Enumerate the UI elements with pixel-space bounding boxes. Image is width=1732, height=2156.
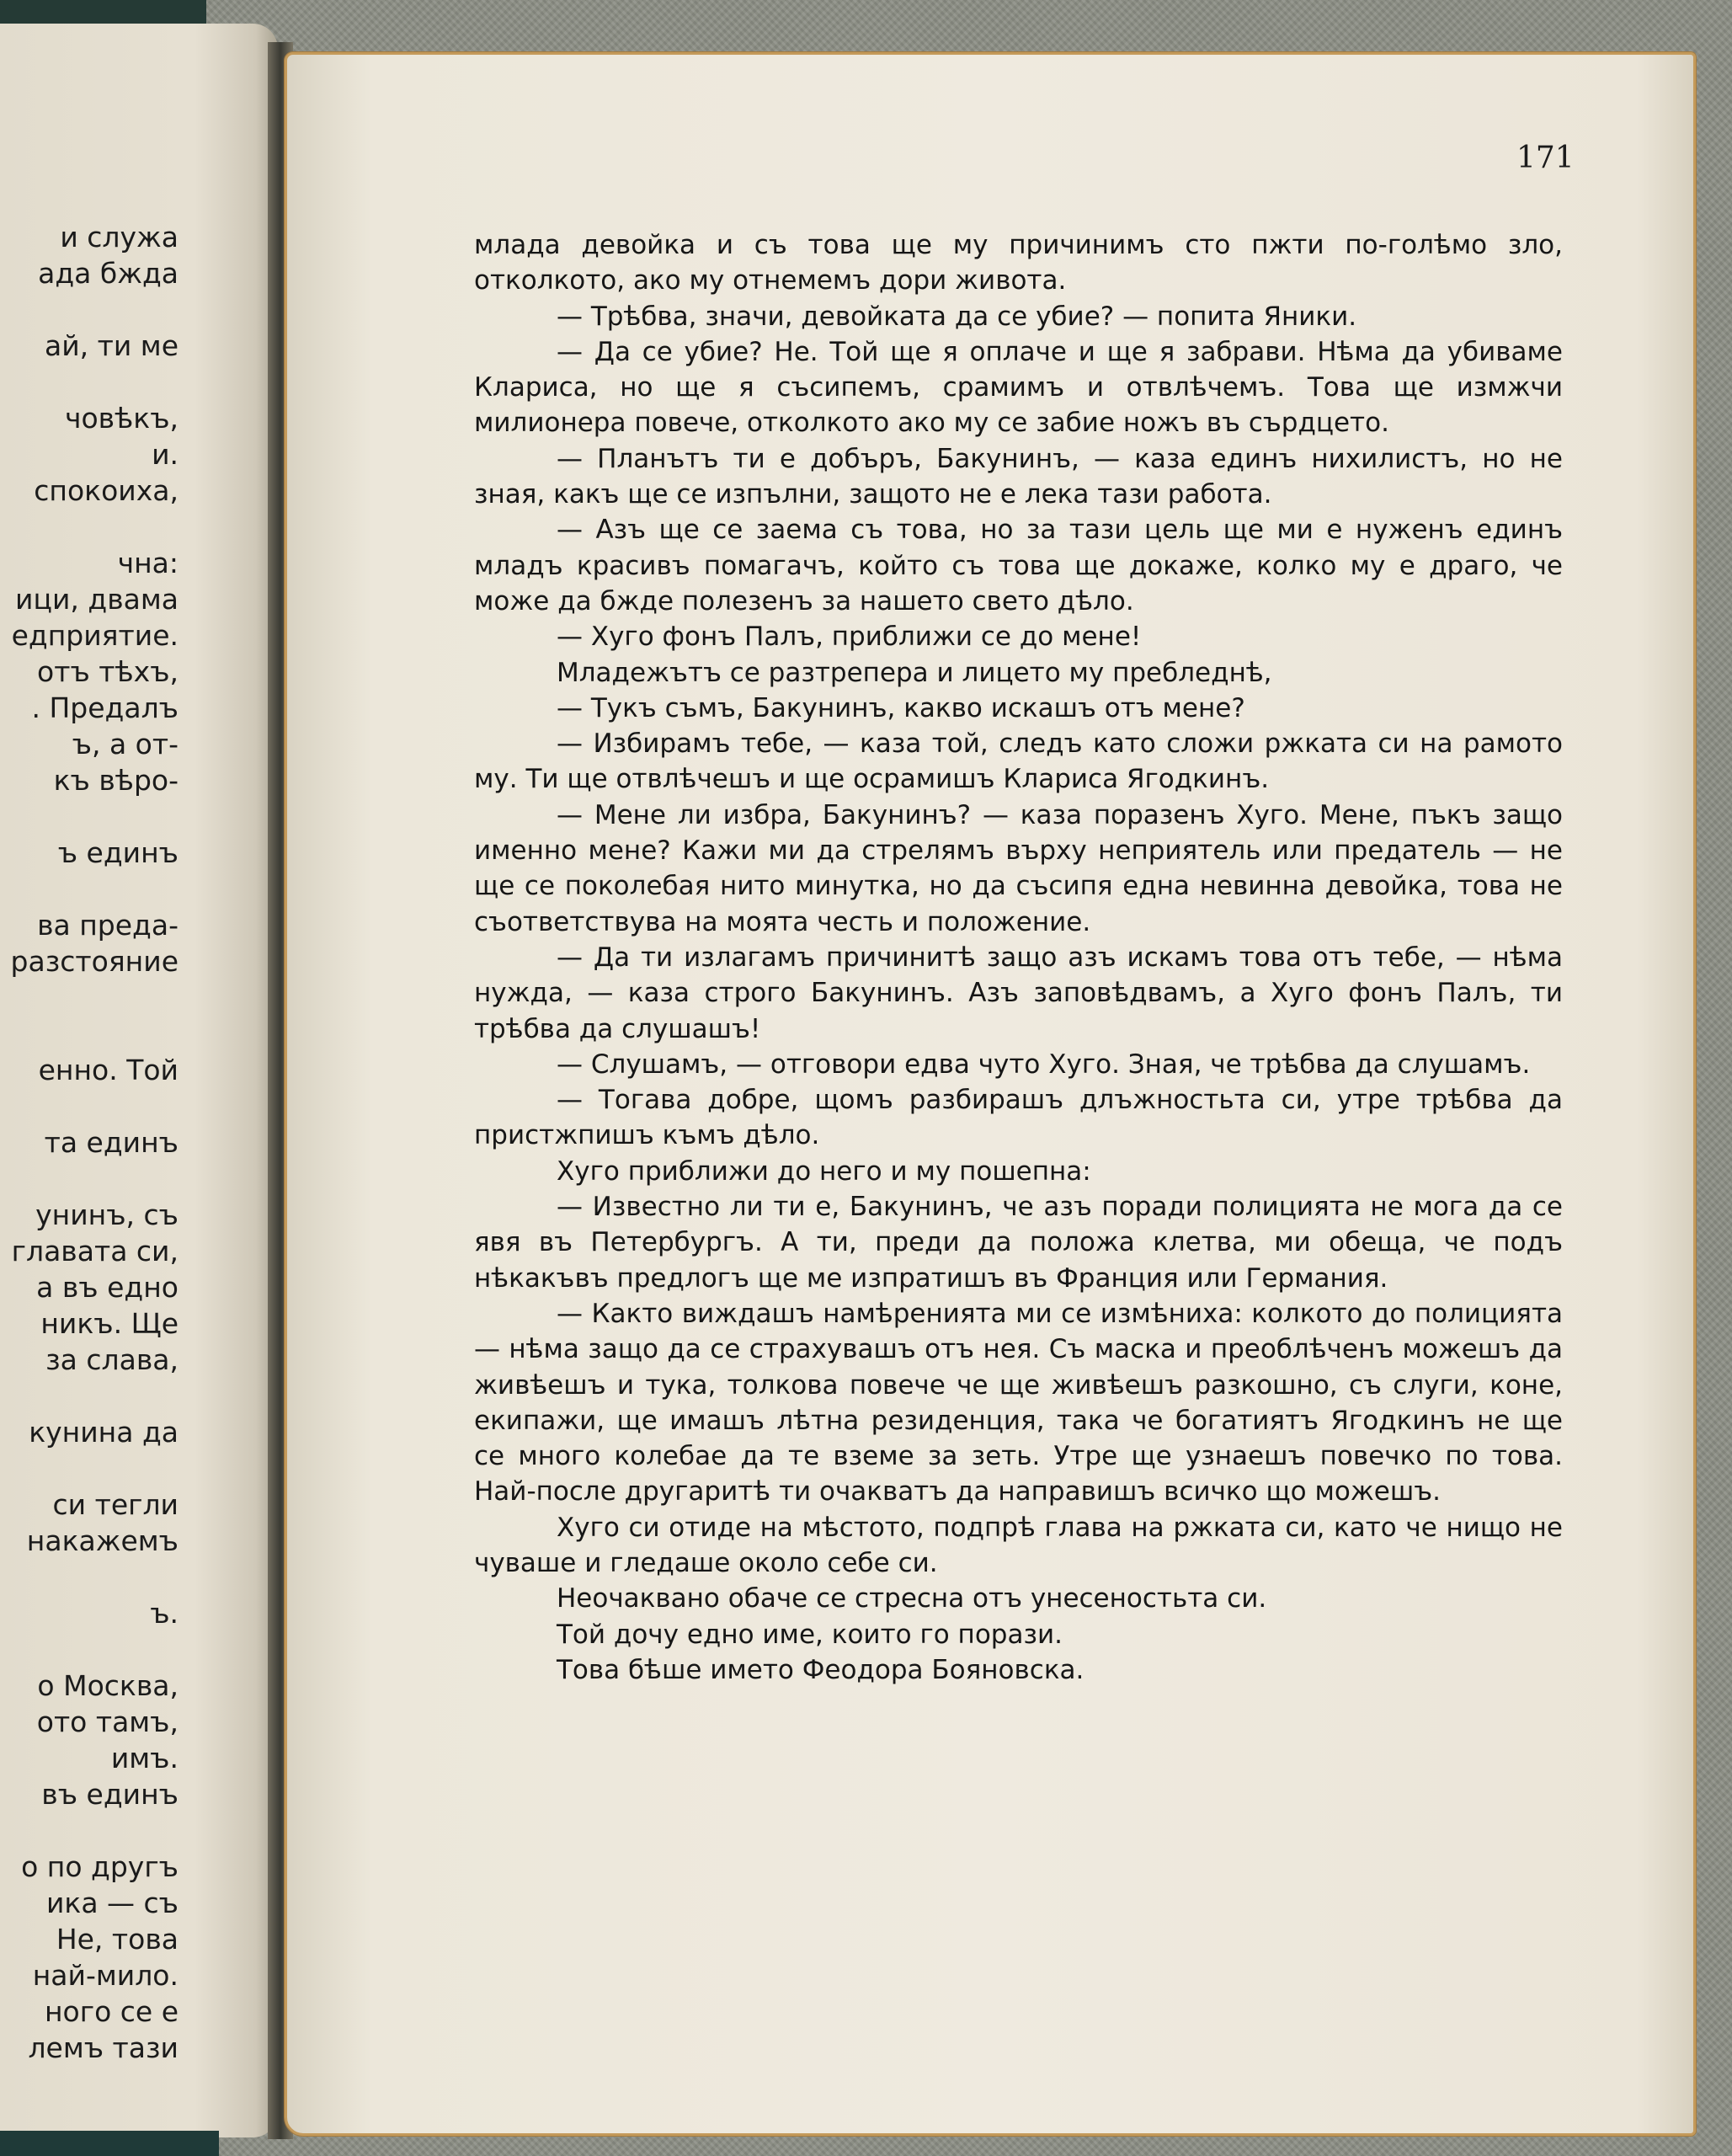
left-line: най-мило. [32,1959,179,1992]
left-line: разстояние [10,945,179,978]
left-line: накажемъ [26,1524,179,1557]
paragraph: — Трѣбва, значи, девойката да се убие? — попита Яники. [557,301,1357,332]
page-body [474,227,1563,1688]
paragraph: Младежътъ се разтрепера и лицето му пребледнѣ, [557,657,1272,688]
left-page-text [0,219,179,2066]
left-line: ика — съ [45,1886,179,1919]
left-line: едприятие. [11,619,179,652]
left-line: кунина да [29,1416,179,1449]
paragraph: — Тогава добре, щомъ разбирашъ длъжностьта си, утре трѣбва да пристжпишъ къмъ дѣло. [474,1085,1563,1151]
paragraph: млада девойка и съ това ще му причинимъ сто пжти по-голѣмо зло, отколкото, ако му отнемемъ дори живота. [474,230,1563,296]
left-line: ъ единъ [57,836,179,869]
paragraph: — Хуго фонъ Палъ, приближи се до мене! [557,622,1142,653]
left-line: ного се е [44,1995,179,2028]
paragraph: Това бѣше името Феодора Бояновска. [557,1654,1084,1685]
paragraph: — Слушамъ, — отговори едва чуто Хуго. Зная, че трѣбва да слушамъ. [557,1049,1531,1080]
left-line: къ вѣро- [53,764,179,797]
left-line: о по другъ [21,1850,179,1883]
paragraph: — Мене ли избра, Бакунинъ? — каза поразенъ Хуго. Мене, пъкъ защо именно мене? Кажи ми да стрелямъ върху неприятель или предатель — не ще се поколебая нито минутка, но да съсипя една невинна девойка, това не съответствува на моята честь и положение. [474,799,1563,937]
left-line: главата си, [11,1235,179,1267]
left-line: никъ. Ще [40,1307,179,1340]
left-line: ва преда- [37,909,179,942]
right-page [285,52,1696,2136]
paragraph: — Тукъ съмъ, Бакунинъ, какво искашъ отъ мене? [557,692,1245,723]
left-line: човѣкъ, [64,402,179,435]
left-line: . Предалъ [31,691,179,724]
left-line: ай, ти ме [44,329,179,362]
left-line: а въ едно [36,1271,179,1304]
left-line: Не, това [56,1923,179,1956]
paragraph: — Азъ ще се заема съ това, но за тази цель ще ми е нуженъ единъ младъ красивъ помагачъ, който съ това ще докаже, колко му е драго, че може да бжде полезенъ за нашето свето дѣло. [474,515,1563,616]
paragraph: — Известно ли ти е, Бакунинъ, че азъ поради полицията не мога да се явя въ Петербургъ. А ти, преди да положа клетва, ми обеща, че подъ нѣкакъвъ предлогъ ще ме изпратишъ въ Франция или Германия. [474,1192,1563,1294]
left-page [0,24,278,2137]
left-line: ици, двама [15,583,179,616]
left-line: ъ, а от- [72,728,179,760]
page-number: 171 [1516,141,1575,175]
left-line: лемъ тази [28,2031,179,2064]
paragraph: — Както виждашъ намѣренията ми се измѣниха: колкото до полицията — нѣма защо да се страхувашъ отъ нея. Съ маска и преоблѣченъ можешъ да живѣешъ и тука, толкова повече че ще живѣешъ разкошно, съ слуги, коне, екипажи, ще имашъ лѣтна резиденция, така че богатиятъ Ягодкинъ не ще се много колебае да те вземе за зеть. Утре ще узнаешъ повечко по това. Най-после другаритѣ ти очакватъ да направишъ всичко що можешъ. [474,1298,1563,1508]
left-line: спокоиха, [34,474,179,507]
book-cover-bottom [0,2131,219,2156]
left-line: унинъ, съ [35,1198,179,1231]
left-line: чна: [117,547,179,579]
paragraph: Той дочу едно име, които го порази. [557,1619,1063,1650]
paragraph: — Да се убие? Не. Той ще я оплаче и ще я забрави. Нѣма да убиваме Клариса, но ще я съсипемъ, срамимъ и отвлѣчемъ. Това ще измжчи милионера повече, отколкото ако му се забие ножъ въ сърдцето. [474,336,1563,439]
left-line: о Москва, [37,1669,179,1702]
left-line: енно. Той [38,1054,179,1086]
paragraph: Хуго приближи до него и му пошепна: [557,1155,1091,1187]
left-line: и. [152,438,179,471]
left-line: въ единъ [41,1778,179,1811]
left-line: отъ тѣхъ, [37,655,179,688]
paragraph: — Избирамъ тебе, — каза той, следъ като сложи ржката си на рамото му. Ти ще отвлѣчешъ и ще осрамишъ Клариса Ягодкинъ. [474,728,1563,795]
left-line: си тегли [52,1488,179,1521]
left-line: за слава, [45,1343,179,1376]
left-line: та единъ [44,1126,179,1159]
left-line: ото тамъ, [36,1705,179,1738]
paragraph: Неочаквано обаче се стресна отъ унесеностьта си. [557,1583,1267,1614]
paragraph: Хуго си отиде на мѣстото, подпрѣ глава на ржката си, като че нищо не чуваше и гледаше около себе си. [474,1512,1563,1578]
paragraph: — Да ти излагамъ причинитѣ защо азъ искамъ това отъ тебе, — нѣма нужда, — каза строго Бакунинъ. Азъ заповѣдвамъ, а Хуго фонъ Палъ, ти трѣбва да слушашъ! [474,942,1563,1044]
left-line: ада бжда [38,257,179,290]
left-line: и служа [60,221,179,253]
left-line: имъ. [110,1742,179,1774]
left-line: ъ. [150,1597,179,1630]
paragraph: — Планътъ ти е добъръ, Бакунинъ, — каза единъ нихилистъ, но не зная, какъ ще се изпълни, защото не е лека тази работа. [474,443,1563,510]
